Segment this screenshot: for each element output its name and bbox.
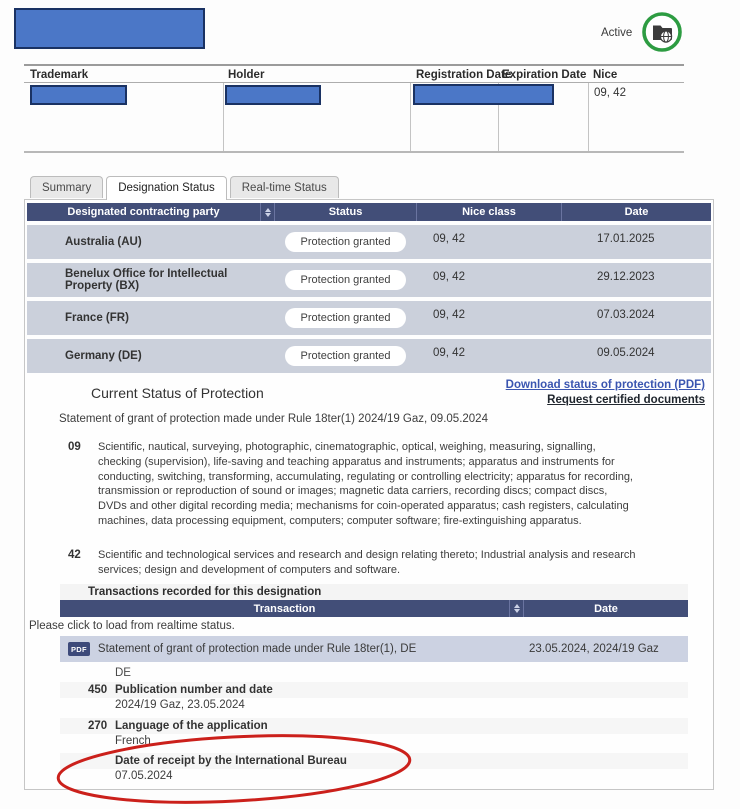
status-links [506, 376, 705, 408]
tab-realtime-status[interactable]: Real-time Status [230, 176, 339, 198]
column-nice: Nice [593, 69, 618, 81]
nice-class-42-block [68, 548, 638, 578]
status-date: 17.01.2025 [597, 233, 655, 245]
header-status[interactable]: Status [328, 206, 363, 218]
nice-class-value: 09, 42 [433, 233, 465, 245]
active-status-icon [640, 10, 684, 54]
header-date[interactable]: Date [561, 203, 711, 221]
sort-icon[interactable] [509, 600, 524, 617]
field-label: Language of the application [115, 720, 268, 732]
summary-table-header [24, 66, 684, 83]
class-description: Scientific, nautical, surveying, photographic, cinematographic, optical, weighing, measuring, signalling, checking (supervision), life-saving and teaching apparatus and instruments; apparatus and instruments for conducting, switching, transforming, accumulating, regulating or controlling electricity; apparatus for recording, transmission or reproduction of sound or images; magnetic data carriers, recording discs; compact discs, DVDs and other digital recording media; mechanisms for coin-operated apparatus; cash registers, calculating machines, data processing equipment, computers; computer software; fire-extinguishing apparatus. [98, 441, 633, 527]
status-date: 07.03.2024 [597, 309, 655, 321]
field-value: 07.05.2024 [115, 770, 173, 782]
header-date[interactable]: Date [594, 602, 618, 615]
office-code: DE [115, 667, 131, 679]
designation-row-australia[interactable] [27, 225, 711, 259]
field-code: 450 [88, 684, 108, 696]
trademark-image-redaction [14, 8, 205, 49]
transactions-table-header [60, 600, 688, 617]
current-status-section [25, 376, 713, 408]
tab-summary[interactable]: Summary [30, 176, 103, 198]
nice-class-value: 09, 42 [433, 347, 465, 359]
sort-down-icon [265, 213, 271, 217]
designation-status-panel [24, 199, 714, 790]
status-badge: Protection granted [285, 270, 407, 290]
transaction-entry-row[interactable] [60, 636, 688, 662]
class-number: 09 [68, 441, 81, 453]
party-name: Benelux Office for Intellectual Property (BX) [65, 268, 228, 292]
header-designated-contracting-party[interactable]: Designated contracting party [67, 206, 220, 218]
status-badge: Protection granted [285, 346, 407, 366]
column-expiration-date: Expiration Date [502, 69, 587, 81]
designation-row-benelux[interactable] [27, 263, 711, 297]
current-status-heading: Current Status of Protection [91, 385, 264, 401]
class-number: 42 [68, 549, 81, 561]
party-name: France (FR) [65, 312, 129, 324]
field-value: French [115, 735, 151, 747]
field-language [60, 718, 688, 734]
grant-statement-text: Statement of grant of protection made under Rule 18ter(1) 2024/19 Gaz, 09.05.2024 [59, 413, 488, 425]
status-badge: Protection granted [285, 232, 407, 252]
field-code: 270 [88, 720, 108, 732]
pdf-icon[interactable]: PDF [68, 642, 90, 656]
designation-table [27, 203, 711, 373]
field-value: 2024/19 Gaz, 23.05.2024 [115, 699, 245, 711]
nice-class-value: 09, 42 [433, 309, 465, 321]
column-divider [223, 83, 224, 151]
designation-row-germany[interactable] [27, 339, 711, 373]
transaction-title: Statement of grant of protection made under Rule 18ter(1), DE [97, 643, 417, 655]
tab-bar [30, 176, 339, 198]
tab-designation-status[interactable]: Designation Status [106, 176, 227, 200]
status-badge: Protection granted [285, 308, 407, 328]
sort-down-icon [514, 609, 520, 613]
registration-status [601, 10, 684, 54]
dates-redaction [413, 84, 554, 105]
column-registration-date: Registration Date [416, 69, 512, 81]
sort-up-icon [514, 604, 520, 608]
header-transaction[interactable]: Transaction [253, 602, 316, 615]
nice-class-09-block [68, 440, 638, 529]
trademark-text-redaction [30, 85, 127, 105]
field-label: Publication number and date [115, 684, 273, 696]
field-label: Date of receipt by the International Bureau [115, 755, 347, 767]
field-date-of-receipt [60, 753, 688, 769]
designation-table-header [27, 203, 711, 221]
sort-icon[interactable] [260, 203, 275, 221]
download-status-pdf-link[interactable]: Download status of protection (PDF) [505, 379, 705, 391]
active-status-label: Active [601, 27, 633, 39]
nice-classes-value: 09, 42 [594, 87, 626, 99]
column-holder: Holder [228, 69, 265, 81]
sort-up-icon [265, 208, 271, 212]
column-trademark: Trademark [30, 69, 89, 81]
party-name: Australia (AU) [65, 236, 142, 248]
nice-class-value: 09, 42 [433, 271, 465, 283]
realtime-load-notice[interactable]: Please click to load from realtime status. [29, 620, 235, 632]
designation-row-france[interactable] [27, 301, 711, 335]
status-date: 29.12.2023 [597, 271, 655, 283]
header-nice-class[interactable]: Nice class [416, 203, 561, 221]
field-publication-number [60, 682, 688, 698]
summary-table-row [24, 83, 684, 153]
field-code [88, 755, 115, 767]
transaction-date: 23.05.2024, 2024/19 Gaz [529, 643, 659, 655]
transactions-heading: Transactions recorded for this designation [60, 584, 688, 600]
column-divider [588, 83, 589, 151]
registration-summary-table [24, 64, 684, 154]
status-date: 09.05.2024 [597, 347, 655, 359]
party-name: Germany (DE) [65, 350, 142, 362]
class-description: Scientific and technological services and research and design relating thereto; Industrial analysis and research services; design and development of computers and software. [98, 549, 636, 576]
holder-redaction [225, 85, 321, 105]
request-certified-documents-link[interactable]: Request certified documents [547, 394, 705, 406]
column-divider [410, 83, 411, 151]
